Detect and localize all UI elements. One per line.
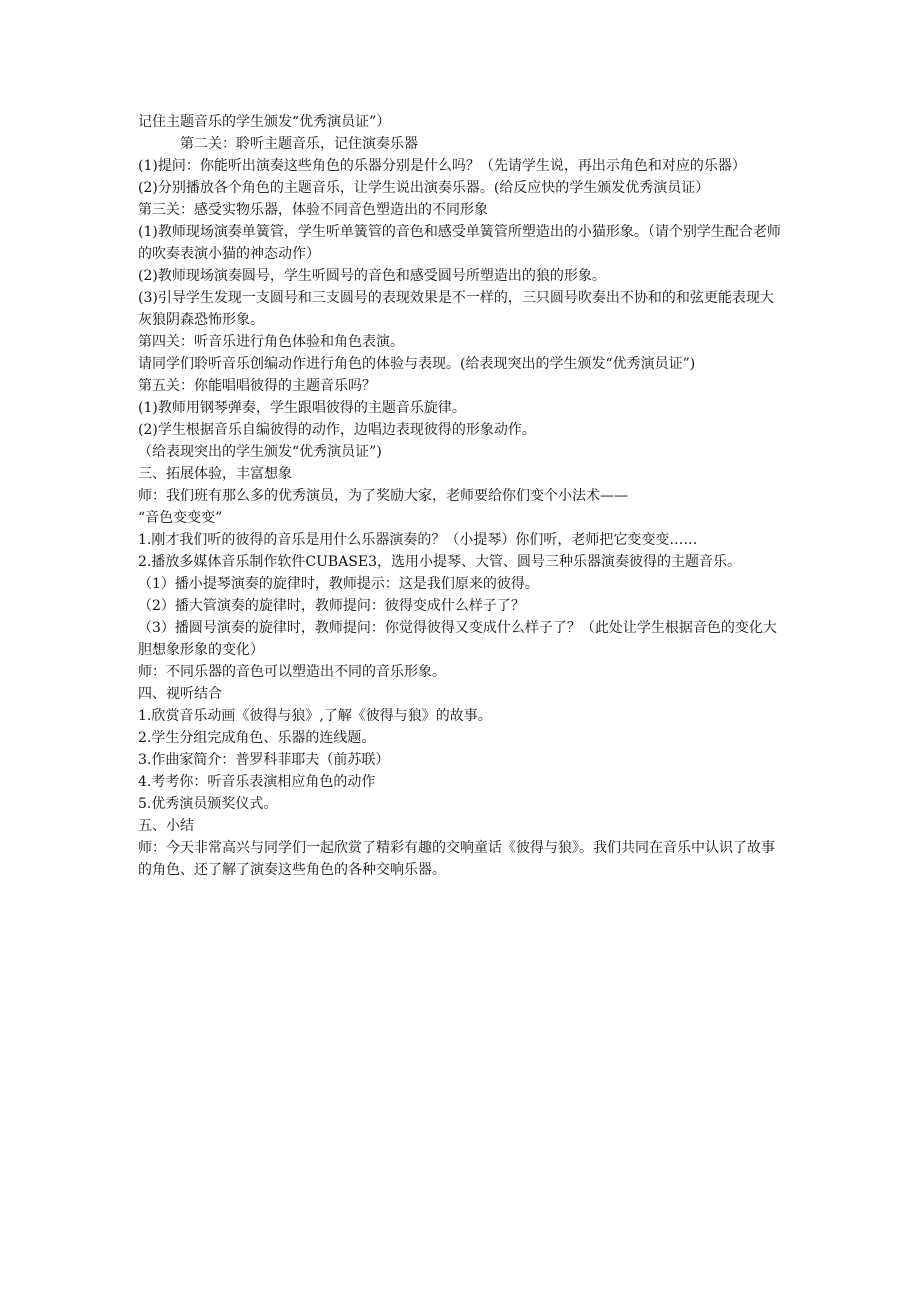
text-line: 1.刚才我们听的彼得的音乐是用什么乐器演奏的？（小提琴）你们听，老师把它变变变…… (138, 532, 698, 548)
text-line: （给表现突出的学生颁发“优秀演员证”) (138, 444, 382, 460)
text-line: （1）播小提琴演奏的旋律时，教师提示：这是我们原来的彼得。 (138, 576, 539, 592)
text-line: 2.播放多媒体音乐制作软件CUBASE3，选用小提琴、大管、圆号三种乐器演奏彼得的主题音乐。 (138, 554, 741, 570)
text-line: 1.欣赏音乐动画《彼得与狼》,了解《彼得与狼》的故事。 (138, 708, 492, 724)
text-line: 师：我们班有那么多的优秀演员，为了奖励大家，老师要给你们变个小法术—— (138, 488, 628, 504)
text-line: (2)教师现场演奏圆号，学生听圆号的音色和感受圆号所塑造出的狼的形象。 (138, 268, 606, 284)
text-line: 4.考考你：听音乐表演相应角色的动作 (138, 774, 376, 790)
section-heading: 四、视听结合 (138, 686, 222, 702)
text-line: (3)引导学生发现一支圆号和三支圆号的表现效果是不一样的，三只圆号吹奏出不协和的和弦更能表现大灰狼阴森恐怖形象。 (138, 290, 774, 328)
document-body (138, 111, 786, 881)
text-line: “音色变变变” (138, 510, 223, 526)
text-line: (1)教师用钢琴弹奏，学生跟唱彼得的主题音乐旋律。 (138, 400, 466, 416)
section-heading: 第二关：聆听主题音乐，记住演奏乐器 (180, 136, 418, 152)
section-heading: 第四关：听音乐进行角色体验和角色表演。 (138, 334, 404, 350)
text-line: 师：今天非常高兴与同学们一起欣赏了精彩有趣的交响童话《彼得与狼》。我们共同在音乐中认识了故事的角色、还了解了演奏这些角色的各种交响乐器。 (138, 840, 775, 878)
text-line: 5.优秀演员颁奖仪式。 (138, 796, 278, 812)
text-line: 3.作曲家简介：普罗科菲耶夫（前苏联） (138, 752, 390, 768)
text-line: (1)教师现场演奏单簧管，学生听单簧管的音色和感受单簧管所塑造出的小猫形象。（请个别学生配合老师的吹奏表演小猫的神态动作） (138, 224, 781, 262)
text-line: 师：不同乐器的音色可以塑造出不同的音乐形象。 (138, 664, 446, 680)
section-heading: 三、拓展体验，丰富想象 (138, 466, 292, 482)
text-line: 2.学生分组完成角色、乐器的连线题。 (138, 730, 376, 746)
section-heading: 第三关：感受实物乐器，体验不同音色塑造出的不同形象 (138, 202, 488, 218)
text-line: 记住主题音乐的学生颁发“优秀演员证”） (138, 114, 391, 130)
text-line: 请同学们聆听音乐创编动作进行角色的体验与表现。(给表现突出的学生颁发“优秀演员证”) (138, 356, 696, 372)
section-heading: 五、小结 (138, 818, 194, 834)
text-line: (1)提问：你能听出演奏这些角色的乐器分别是什么吗？（先请学生说，再出示角色和对应的乐器） (138, 158, 746, 174)
text-line: (2)学生根据音乐自编彼得的动作，边唱边表现彼得的形象动作。 (138, 422, 536, 438)
text-line: （3）播圆号演奏的旋律时，教师提问：你觉得彼得又变成什么样子了？（此处让学生根据音色的变化大胆想象形象的变化） (138, 620, 777, 658)
text-line: (2)分别播放各个角色的主题音乐，让学生说出演奏乐器。(给反应快的学生颁发优秀演员证） (138, 180, 710, 196)
section-heading: 第五关：你能唱唱彼得的主题音乐吗？ (138, 378, 376, 394)
text-line: （2）播大管演奏的旋律时，教师提问：彼得变成什么样子了？ (138, 598, 525, 614)
